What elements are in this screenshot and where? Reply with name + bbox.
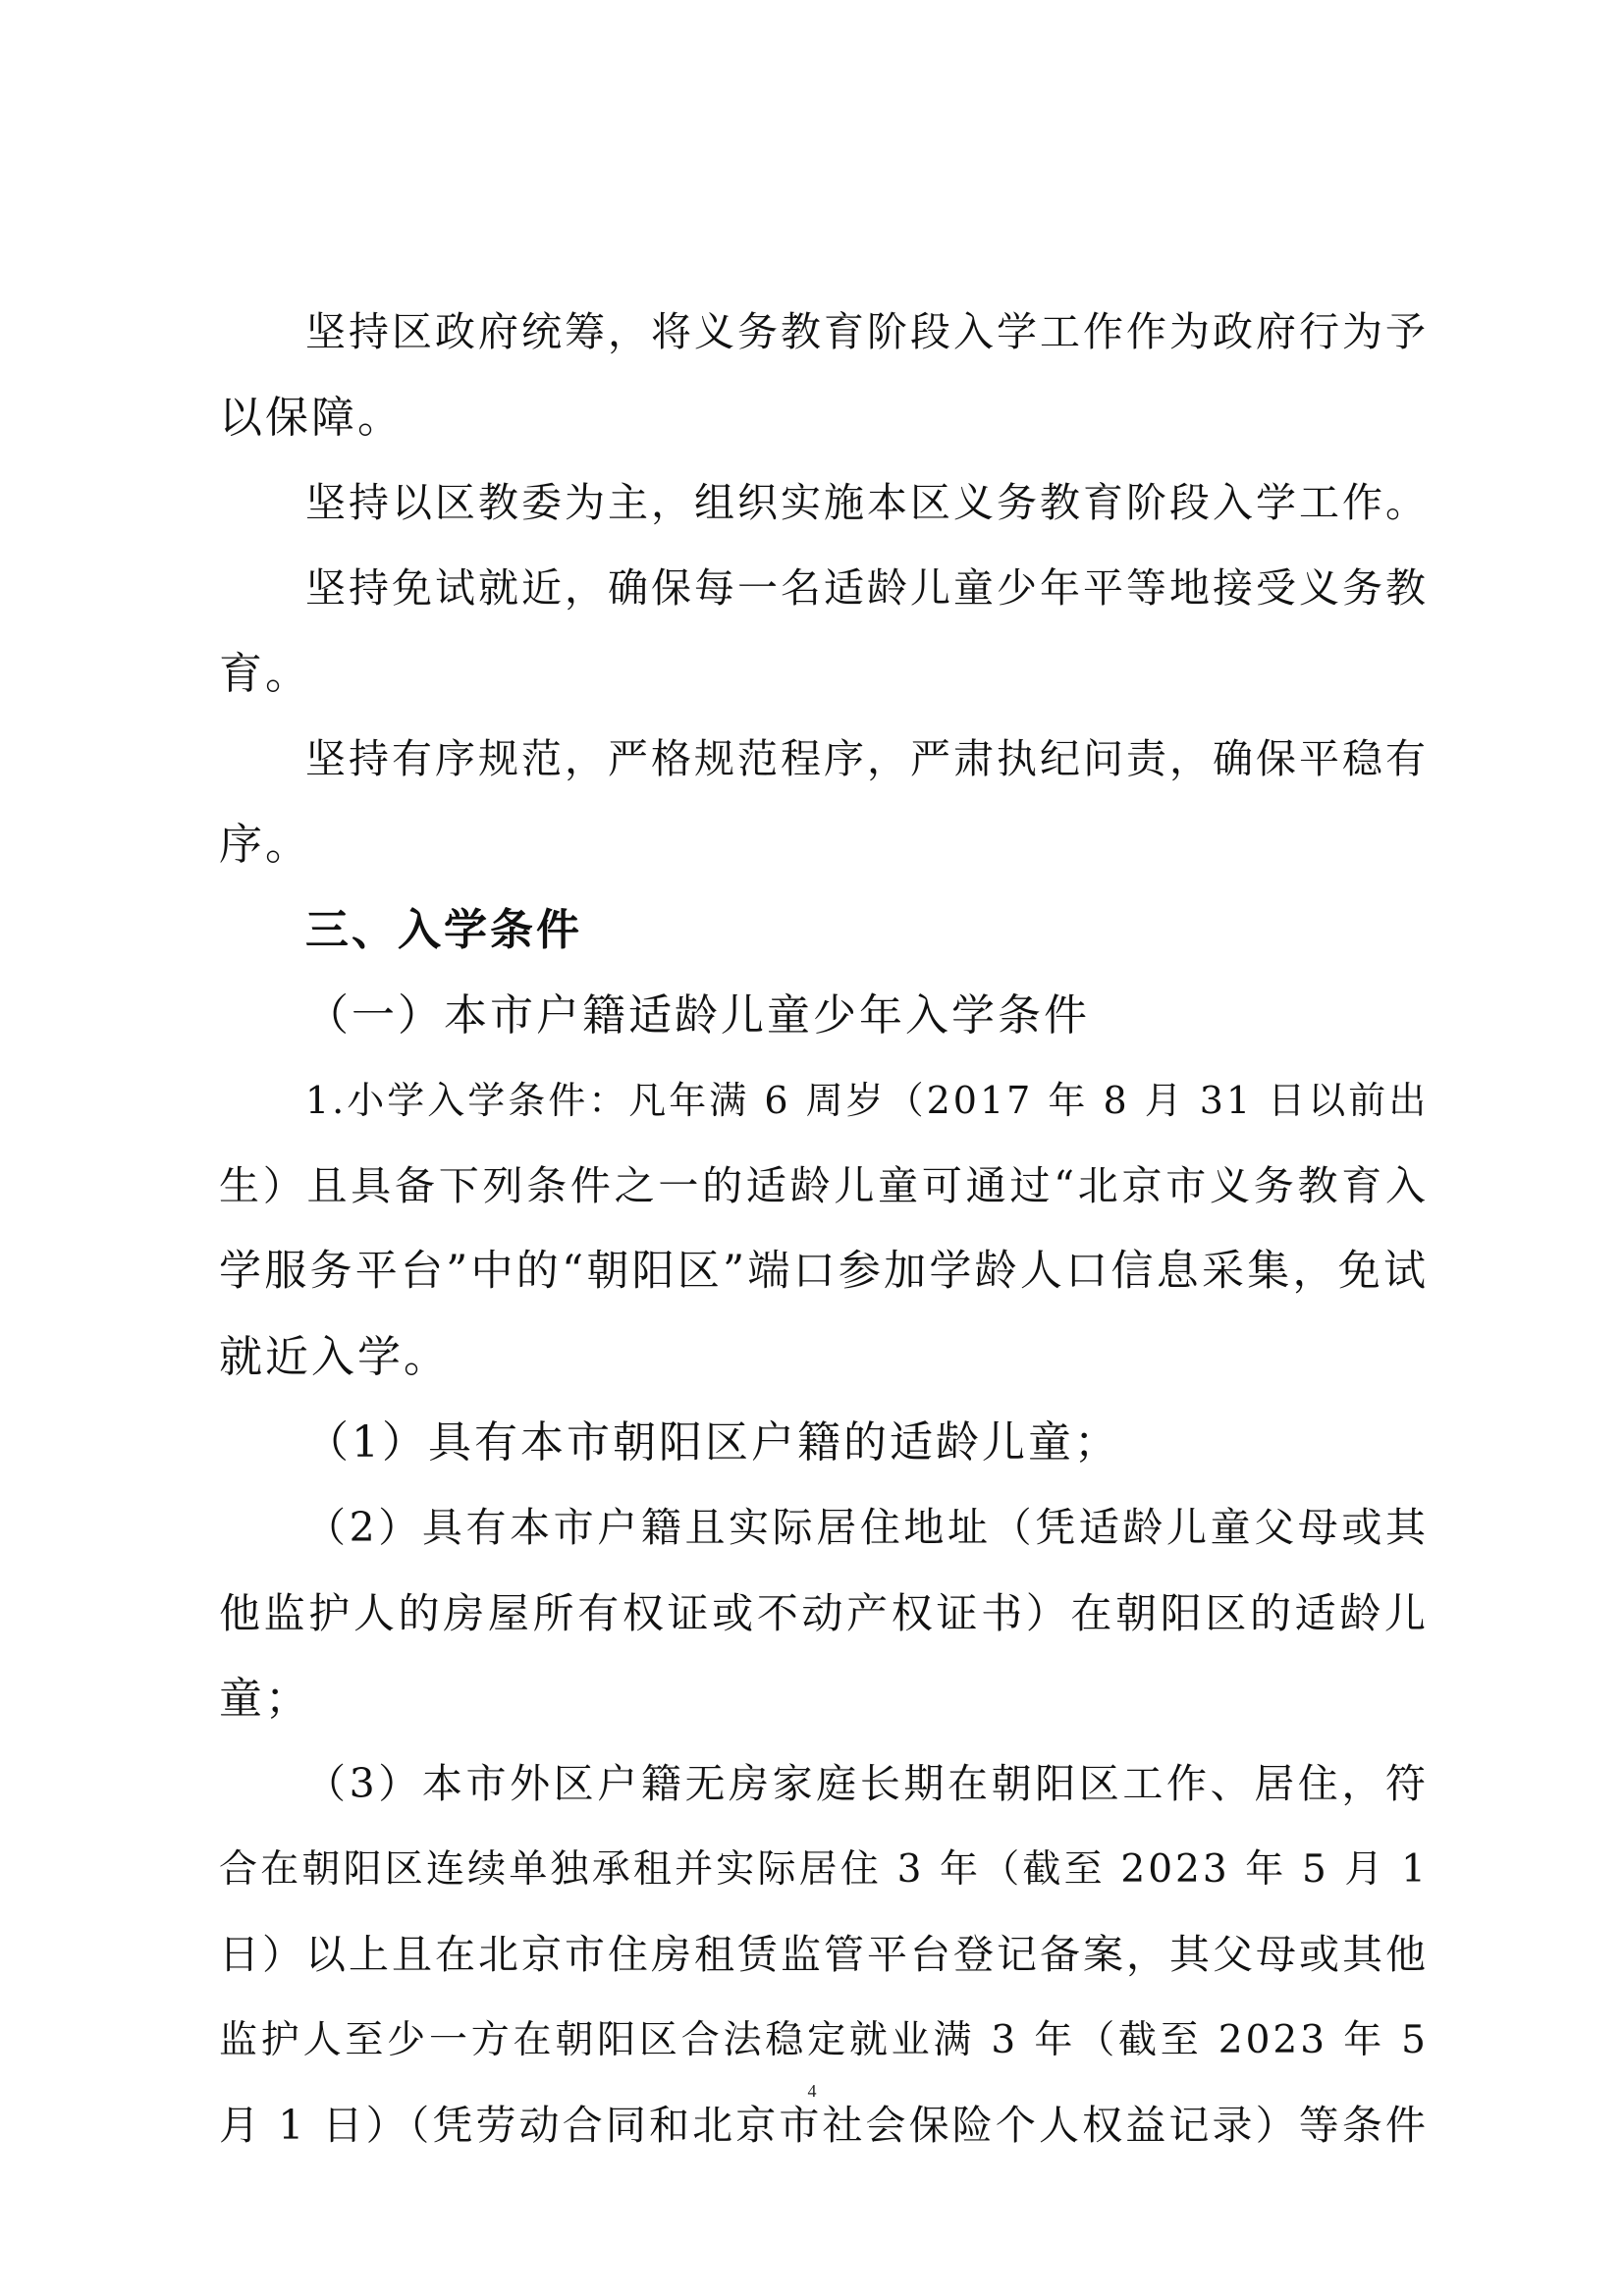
- text-line: 1.小学入学条件：凡年满 6 周岁（2017 年 8 月 31 日以前出: [305, 1079, 1430, 1122]
- text-line: 合在朝阳区连续单独承租并实际居住 3 年（截至 2023 年 5 月 1: [219, 1847, 1429, 1892]
- text-line: 他监护人的房屋所有权证或不动产权证书）在朝阳区的适龄儿: [219, 1589, 1429, 1637]
- text-line: 生）且具备下列条件之一的适龄儿童可通过“北京市义务教育入: [219, 1162, 1429, 1209]
- text-line: 就近入学。: [219, 1332, 450, 1382]
- text-line: 育。: [219, 649, 311, 699]
- text-line: 日）以上且在北京市住房租赁监管平台登记备案，其父母或其他: [219, 1931, 1429, 1978]
- section-heading: 三、入学条件: [305, 905, 582, 955]
- text-line: （3）本市外区户籍无房家庭长期在朝阳区工作、居住，符: [305, 1760, 1429, 1807]
- text-line: （2）具有本市户籍且实际居住地址（凭适龄儿童父母或其: [305, 1504, 1429, 1551]
- text-line: 坚持区政府统筹，将义务教育阶段入学工作作为政府行为予: [305, 308, 1429, 355]
- text-line: 坚持以区教委为主，组织实施本区义务教育阶段入学工作。: [305, 479, 1429, 526]
- text-line: 序。: [219, 820, 311, 870]
- text-line: 学服务平台”中的“朝阳区”端口参加学龄人口信息采集，免试: [219, 1247, 1429, 1296]
- text-line: 监护人至少一方在朝阳区合法稳定就业满 3 年（截至 2023 年 5: [219, 2018, 1429, 2062]
- text-line: 月 1 日）（凭劳动合同和北京市社会保险个人权益记录）等条件: [219, 2102, 1429, 2149]
- text-line: （一）本市户籍适龄儿童少年入学条件: [305, 990, 1090, 1041]
- document-body: [219, 290, 1429, 2168]
- page-number: 4: [807, 2081, 817, 2101]
- text-line: 童；: [219, 1674, 311, 1724]
- text-line: （1）具有本市朝阳区户籍的适龄儿童；: [305, 1417, 1120, 1468]
- text-line: 坚持免试就近，确保每一名适龄儿童少年平等地接受义务教: [305, 564, 1429, 612]
- text-line: 以保障。: [219, 393, 404, 443]
- text-line: 坚持有序规范，严格规范程序，严肃执纪问责，确保平稳有: [305, 735, 1429, 782]
